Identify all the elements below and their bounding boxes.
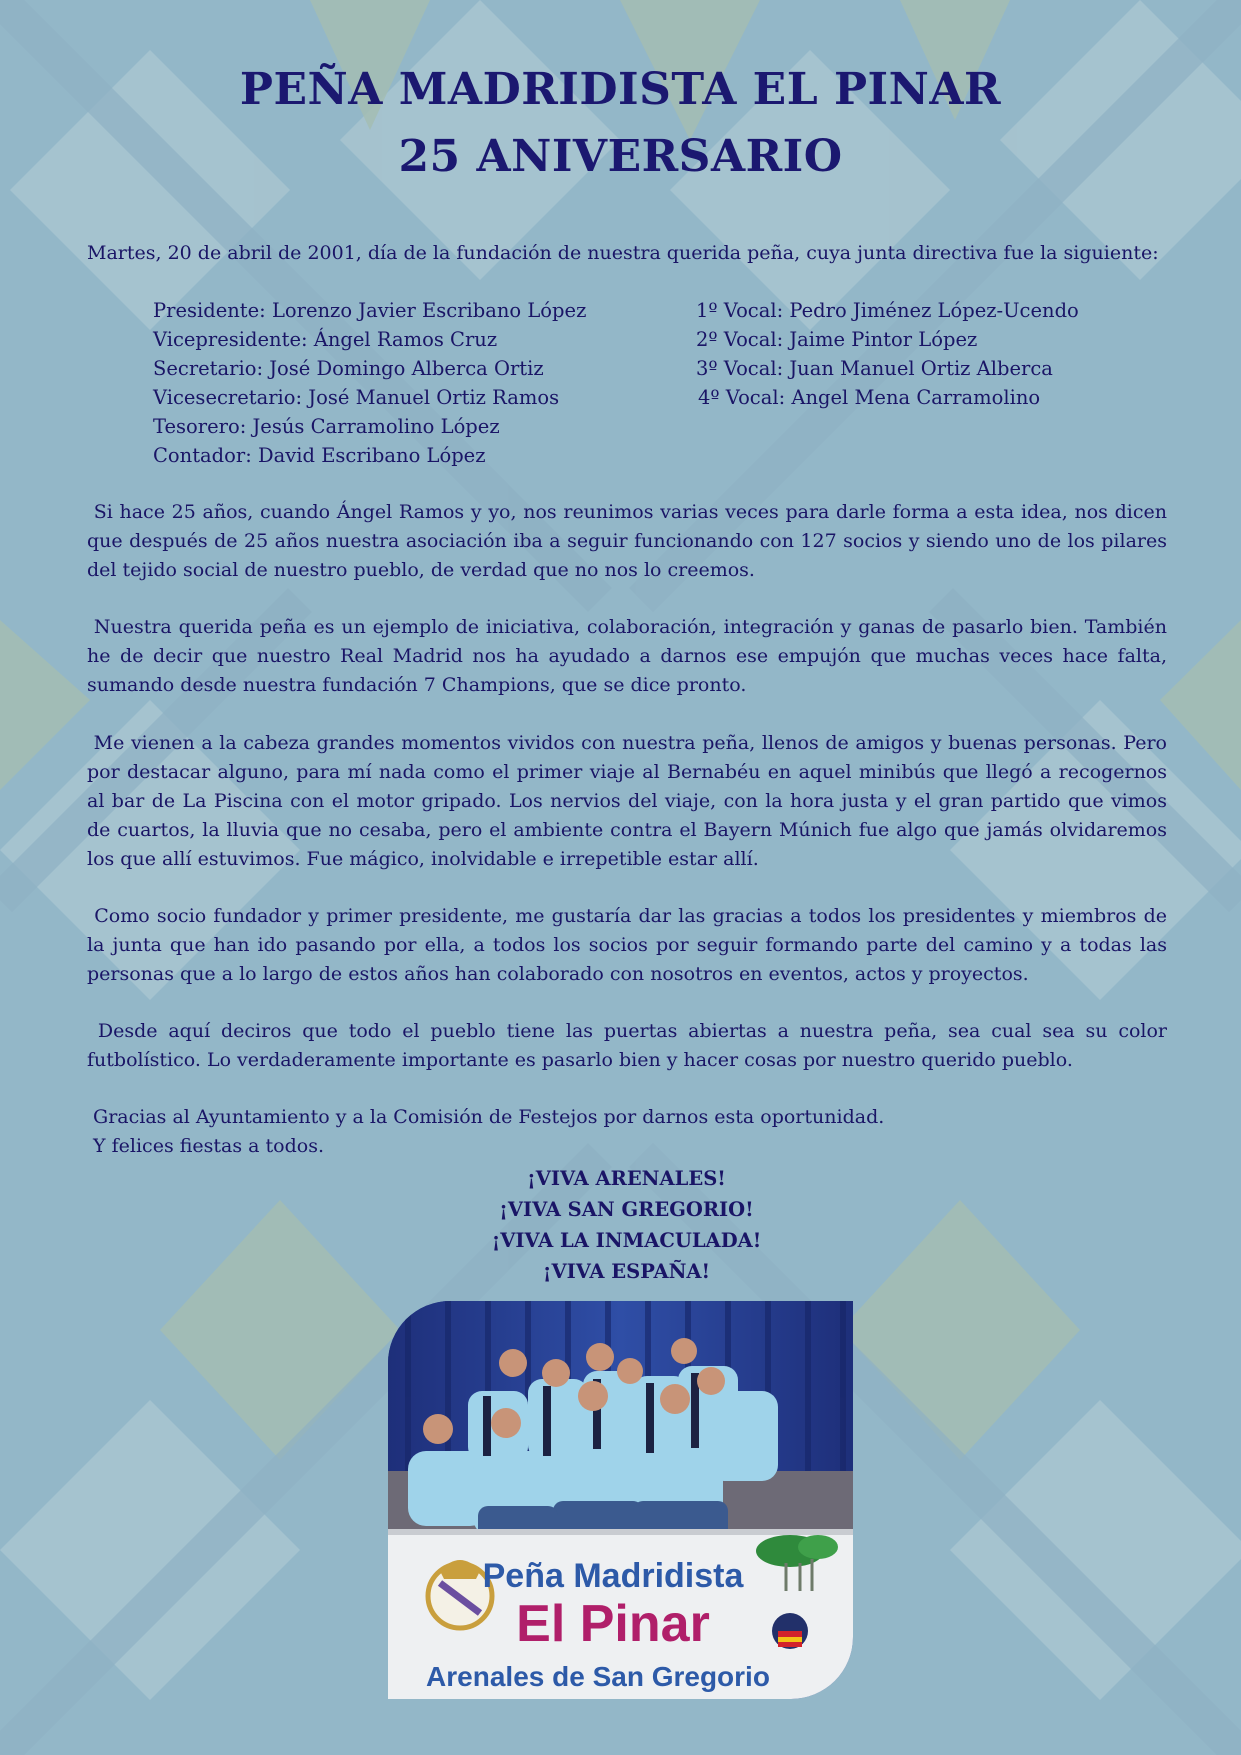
closing-line (87, 1132, 1167, 1161)
board-member: Vicepresidente: Ángel Ramos Cruz (153, 328, 498, 351)
board-member: 1º Vocal: Pedro Jiménez López-Ucendo (696, 299, 1079, 322)
closing-lines (87, 1103, 1167, 1161)
banner-text-line1: Peña Madridista (482, 1557, 744, 1595)
page-title: PEÑA MADRIDISTA EL PINAR (239, 64, 1002, 115)
paragraph (87, 729, 1167, 874)
paragraph (87, 1017, 1167, 1075)
paragraph-text: Me vienen a la cabeza grandes momentos vividos con nuestra peña, llenos de amigos y buenas personas. Pero por destacar alguno, para mí nada como el primer viaje al Bernabéu en aquel minibús que llegó a recogernos al bar de La Piscina con el motor gripado. Los nervios del viaje, con la hora justa y el gran partido que vimos de cuartos, la lluvia que no cesaba, pero el ambiente contra el Bayern Múnich fue algo que jamás olvidaremos los que allí estuvimos. Fue mágico, inolvidable e irrepetible estar allí. (87, 732, 1167, 870)
board-list-right (696, 296, 1176, 412)
closing-text: Y felices fiestas a todos. (93, 1135, 324, 1157)
paragraph-text: Nuestra querida peña es un ejemplo de iniciativa, colaboración, integración y ganas de pasarlo bien. También he de decir que nuestro Real Madrid nos ha ayudado a darnos ese empujón que muchas veces hace falta, sumando desde nuestra fundación 7 Champions, que se dice pronto. (87, 616, 1167, 696)
board-member: 4º Vocal: Angel Mena Carramolino (698, 386, 1041, 409)
cheer: ¡VIVA ESPAÑA! (542, 1260, 711, 1283)
banner-text-line2: El Pinar (516, 1595, 710, 1653)
cheer: ¡VIVA LA INMACULADA! (491, 1229, 762, 1252)
board-member: Vicesecretario: José Manuel Ortiz Ramos (153, 386, 560, 409)
page-subtitle: 25 ANIVERSARIO (398, 131, 843, 182)
paragraph-text: Desde aquí deciros que todo el pueblo tiene las puertas abiertas a nuestra peña, sea cual sea su color futbolístico. Lo verdaderamente importante es pasarlo bien y hacer cosas por nuestro querido pueblo. (87, 1020, 1168, 1071)
club-shield-icon (772, 1613, 808, 1649)
closing-line (87, 1103, 1167, 1132)
paragraph (87, 613, 1167, 700)
banner-text-line3: Arenales de San Gregorio (426, 1661, 770, 1692)
cheers-list (0, 1163, 1241, 1287)
cheer: ¡VIVA ARENALES! (527, 1167, 726, 1190)
board-member: Secretario: José Domingo Alberca Ortiz (153, 357, 544, 380)
board-member: Tesorero: Jesús Carramolino López (153, 415, 500, 438)
paragraph (87, 498, 1167, 585)
board-member: 2º Vocal: Jaime Pintor López (696, 328, 978, 351)
paragraph-text: Si hace 25 años, cuando Ángel Ramos y yo, nos reunimos varias veces para darle forma a esta idea, nos dicen que después de 25 años nuestra asociación iba a seguir funcionando con 127 socios y siendo uno de los pilares del tejido social de nuestro pueblo, de verdad que no nos lo creemos. (87, 501, 1167, 581)
board-list-left (153, 296, 673, 470)
closing-text: Gracias al Ayuntamiento y a la Comisión de Festejos por darnos esta oportunidad. (93, 1106, 885, 1128)
intro-text: Martes, 20 de abril de 2001, día de la fundación de nuestra querida peña, cuya junta directiva fue la siguiente: (87, 242, 1159, 264)
board-member: Presidente: Lorenzo Javier Escribano López (153, 299, 587, 322)
paragraph-text: Como socio fundador y primer presidente, me gustaría dar las gracias a todos los presidentes y miembros de la junta que han ido pasando por ella, a todos los socios por seguir formando parte del camino y a todas las personas que a lo largo de estos años han colaborado con nosotros en eventos, actos y proyectos. (87, 905, 1168, 985)
group-photo (388, 1301, 853, 1699)
board-member: Contador: David Escribano López (153, 444, 486, 467)
paragraph (87, 902, 1167, 989)
board-member: 3º Vocal: Juan Manuel Ortiz Alberca (696, 357, 1053, 380)
cheer: ¡VIVA SAN GREGORIO! (499, 1198, 754, 1221)
